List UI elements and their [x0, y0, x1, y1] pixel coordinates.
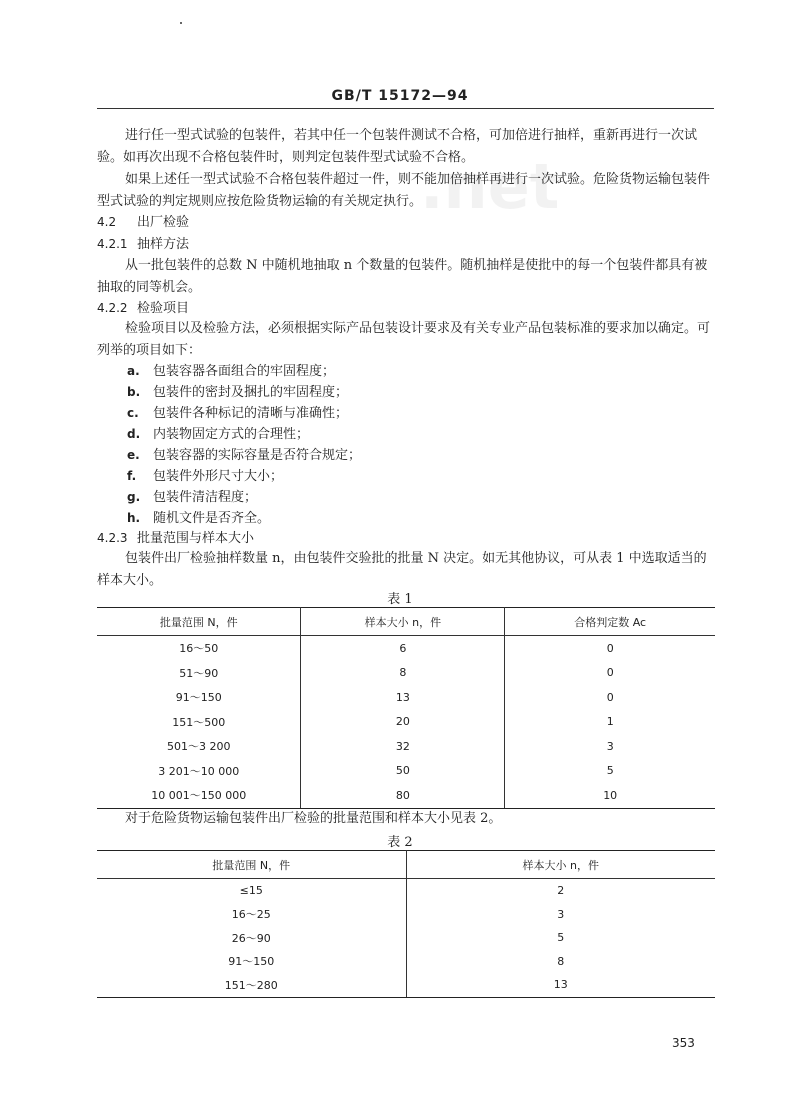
list-item-text: 包装件各种标记的清晰与准确性； [153, 406, 349, 421]
paragraph-dangerous-goods-table-ref: 对于危险货物运输包装件出厂检验的批量范围和样本大小见表 2。 [125, 811, 502, 826]
table-cell: 6 [301, 636, 505, 661]
list-item [127, 445, 361, 466]
table-cell: 13 [406, 973, 715, 997]
table-cell: 91～150 [175, 691, 222, 705]
table-cell: ≤15 [239, 884, 263, 898]
table-row [97, 783, 715, 808]
table-cell: 151～280 [97, 973, 406, 997]
section-number: 4.2.2 [97, 301, 128, 315]
list-item-text: 包装容器的实际容量是否符合规定； [153, 448, 362, 463]
section-number: 4.2 [97, 215, 117, 229]
table-row [97, 926, 715, 950]
table-header-row [97, 851, 715, 879]
section-title: 抽样方法 [137, 237, 190, 252]
list-marker: d. [127, 427, 141, 441]
table-cell: 2 [406, 879, 715, 903]
list-item-text: 内装物固定方式的合理性； [153, 427, 310, 442]
table-row [97, 903, 715, 927]
table-header-row [97, 608, 715, 636]
table-cell: 13 [301, 685, 505, 710]
watermark: .net [420, 150, 560, 223]
list-item-text: 随机文件是否齐全。 [153, 511, 271, 526]
paragraph-dangerous-goods-rule: 如果上述任一型式试验不合格包装件超过一件，则不能加倍抽样再进行一次试验。危险货物运输包装件型式试验的判定规则应按危险货物运输的有关规定执行。 [97, 172, 711, 209]
list-item-text: 包装件清洁程度； [153, 490, 258, 505]
table-cell: 10 001～150 000 [97, 783, 301, 808]
table-cell: 5 [406, 926, 715, 950]
list-item-text: 包装容器各面组合的牢固程度； [153, 364, 336, 379]
list-marker: g. [127, 490, 141, 504]
list-item [127, 424, 361, 445]
header-rule [97, 108, 714, 109]
table1-caption: 表 1 [387, 592, 413, 607]
table-cell: 26～90 [231, 931, 271, 945]
table-row [97, 950, 715, 974]
list-marker: e. [127, 448, 140, 462]
list-item [127, 487, 361, 508]
table-cell: 5 [505, 759, 715, 784]
column-header: 样本大小 n，件 [301, 608, 505, 636]
table-row [97, 734, 715, 759]
paragraph-retest: 进行任一型式试验的包装件，若其中任一个包装件测试不合格，可加倍进行抽样，重新再进行一次试验。如再次出现不合格包装件时，则判定包装件型式试验不合格。 [97, 128, 698, 165]
table-cell: 80 [301, 783, 505, 808]
list-marker: f. [127, 469, 137, 483]
section-4-2-1 [97, 233, 189, 256]
scan-speck [180, 22, 182, 24]
inspection-item-list [127, 361, 361, 529]
table-cell: 3 [406, 903, 715, 927]
list-item-text: 包装件的密封及捆扎的牢固程度； [153, 385, 349, 400]
table-cell: 10 [505, 783, 715, 808]
list-item [127, 466, 361, 487]
list-item [127, 361, 361, 382]
paragraph-sampling-method: 从一批包装件的总数 N 中随机地抽取 n 个数量的包装件。随机抽样是使批中的每一个包装件都具有被抽取的同等机会。 [97, 258, 708, 295]
list-marker: b. [127, 385, 141, 399]
table-cell: 20 [301, 710, 505, 735]
table-row [97, 685, 715, 710]
table-row [97, 759, 715, 784]
table-cell: 0 [505, 685, 715, 710]
page-number: 353 [672, 1036, 695, 1050]
table-row [97, 879, 715, 903]
column-header: 合格判定数 Ac [505, 608, 715, 636]
table-cell: 51～90 [179, 666, 219, 680]
table-row [97, 973, 715, 997]
column-header: 样本大小 n，件 [406, 851, 715, 879]
table-cell: 16～50 [179, 642, 219, 656]
section-number: 4.2.3 [97, 531, 128, 545]
column-header: 批量范围 N，件 [97, 851, 406, 879]
table-row [97, 661, 715, 686]
table2-caption: 表 2 [387, 835, 413, 850]
table-2 [97, 850, 715, 998]
table-cell: 151～500 [172, 715, 226, 729]
section-title: 检验项目 [137, 301, 190, 316]
section-number: 4.2.1 [97, 237, 128, 251]
column-header: 批量范围 N，件 [97, 608, 301, 636]
paragraph-batch-size: 包装件出厂检验抽样数量 n，由包装件交验批的批量 N 决定。如无其他协议，可从表 1 中选取适当的样本大小。 [97, 551, 707, 588]
list-item [127, 403, 361, 424]
table-cell: 501～3 200 [166, 740, 231, 754]
table-cell: 91～150 [228, 955, 275, 969]
table-1 [97, 607, 715, 809]
table-cell: 8 [301, 661, 505, 686]
table-cell: 0 [505, 661, 715, 686]
table-row [97, 710, 715, 735]
list-marker: c. [127, 406, 139, 420]
paragraph-inspection-items: 检验项目以及检验方法，必须根据实际产品包装设计要求及有关专业产品包装标准的要求加以确定。可列举的项目如下： [97, 321, 711, 358]
table-cell: 3 201～10 000 [158, 764, 240, 778]
table-cell: 50 [301, 759, 505, 784]
section-title: 批量范围与样本大小 [137, 531, 255, 546]
table-cell: 32 [301, 734, 505, 759]
table-cell: 3 [505, 734, 715, 759]
section-title: 出厂检验 [137, 215, 190, 230]
table-cell: 16～25 [231, 908, 271, 922]
list-item-text: 包装件外形尺寸大小； [153, 469, 284, 484]
section-4-2 [97, 211, 189, 234]
section-4-2-2 [97, 297, 189, 320]
list-marker: h. [127, 511, 141, 525]
table-cell: 0 [505, 636, 715, 661]
table-cell: 8 [406, 950, 715, 974]
table-row [97, 636, 715, 661]
list-marker: a. [127, 364, 140, 378]
table-cell: 1 [505, 710, 715, 735]
list-item [127, 382, 361, 403]
section-4-2-3 [97, 527, 254, 550]
page-header: GB/T 15172—94 [331, 88, 469, 104]
list-item [127, 508, 361, 529]
